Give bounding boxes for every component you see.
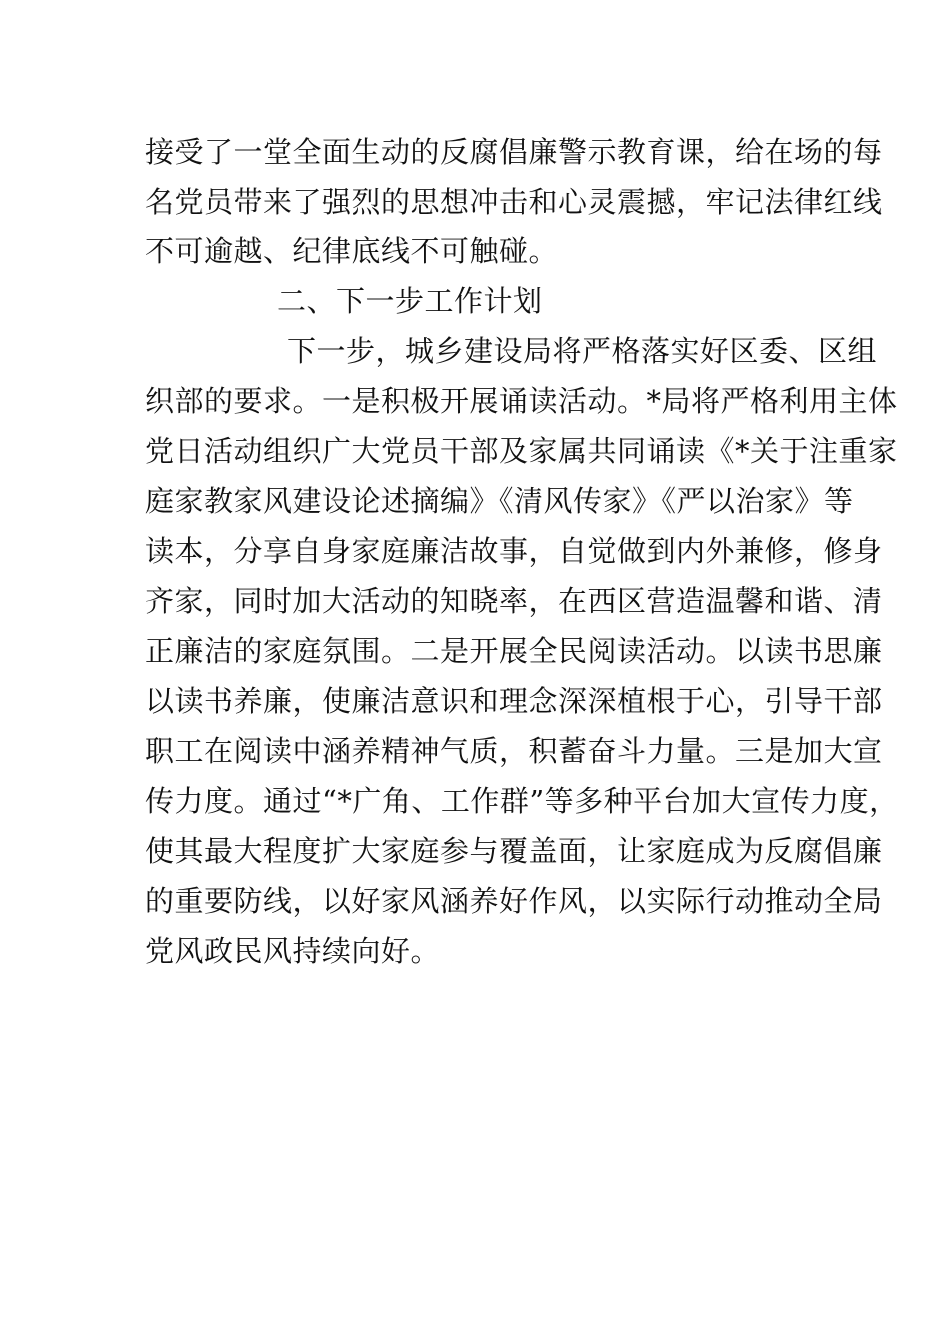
section-heading: 二、下一步工作计划 bbox=[277, 284, 543, 318]
plan-line: 党风政民风持续向好。 bbox=[145, 934, 441, 968]
plan-line: 的重要防线，以好家风涵养好作风，以实际行动推动全局 bbox=[145, 884, 883, 918]
intro-line: 不可逾越、纪律底线不可触碰。 bbox=[145, 234, 559, 268]
plan-line: 以读书养廉，使廉洁意识和理念深深植根于心，引导干部 bbox=[145, 684, 883, 718]
plan-line: 传力度。通过“*广角、工作群”等多种平台加大宣传力度， bbox=[145, 784, 899, 818]
plan-line: 使其最大程度扩大家庭参与覆盖面，让家庭成为反腐倡廉 bbox=[145, 834, 883, 868]
plan-line: 庭家教家风建设论述摘编》《清风传家》《严以治家》等 bbox=[145, 484, 854, 518]
plan-line: 织部的要求。一是积极开展诵读活动。*局将严格利用主体 bbox=[145, 384, 898, 418]
plan-line: 正廉洁的家庭氛围。二是开展全民阅读活动。以读书思廉 bbox=[145, 634, 883, 668]
plan-line: 职工在阅读中涵养精神气质，积蓄奋斗力量。三是加大宣 bbox=[145, 734, 883, 768]
plan-line: 齐家，同时加大活动的知晓率，在西区营造温馨和谐、清 bbox=[145, 584, 883, 618]
plan-line: 党日活动组织广大党员干部及家属共同诵读《*关于注重家 bbox=[145, 434, 898, 468]
plan-line: 读本，分享自身家庭廉洁故事，自觉做到内外兼修，修身 bbox=[145, 534, 883, 568]
intro-line: 接受了一堂全面生动的反腐倡廉警示教育课，给在场的每 bbox=[145, 135, 883, 169]
plan-line: 下一步，城乡建设局将严格落实好区委、区组 bbox=[287, 334, 878, 368]
intro-line: 名党员带来了强烈的思想冲击和心灵震撼，牢记法律红线 bbox=[145, 185, 883, 219]
